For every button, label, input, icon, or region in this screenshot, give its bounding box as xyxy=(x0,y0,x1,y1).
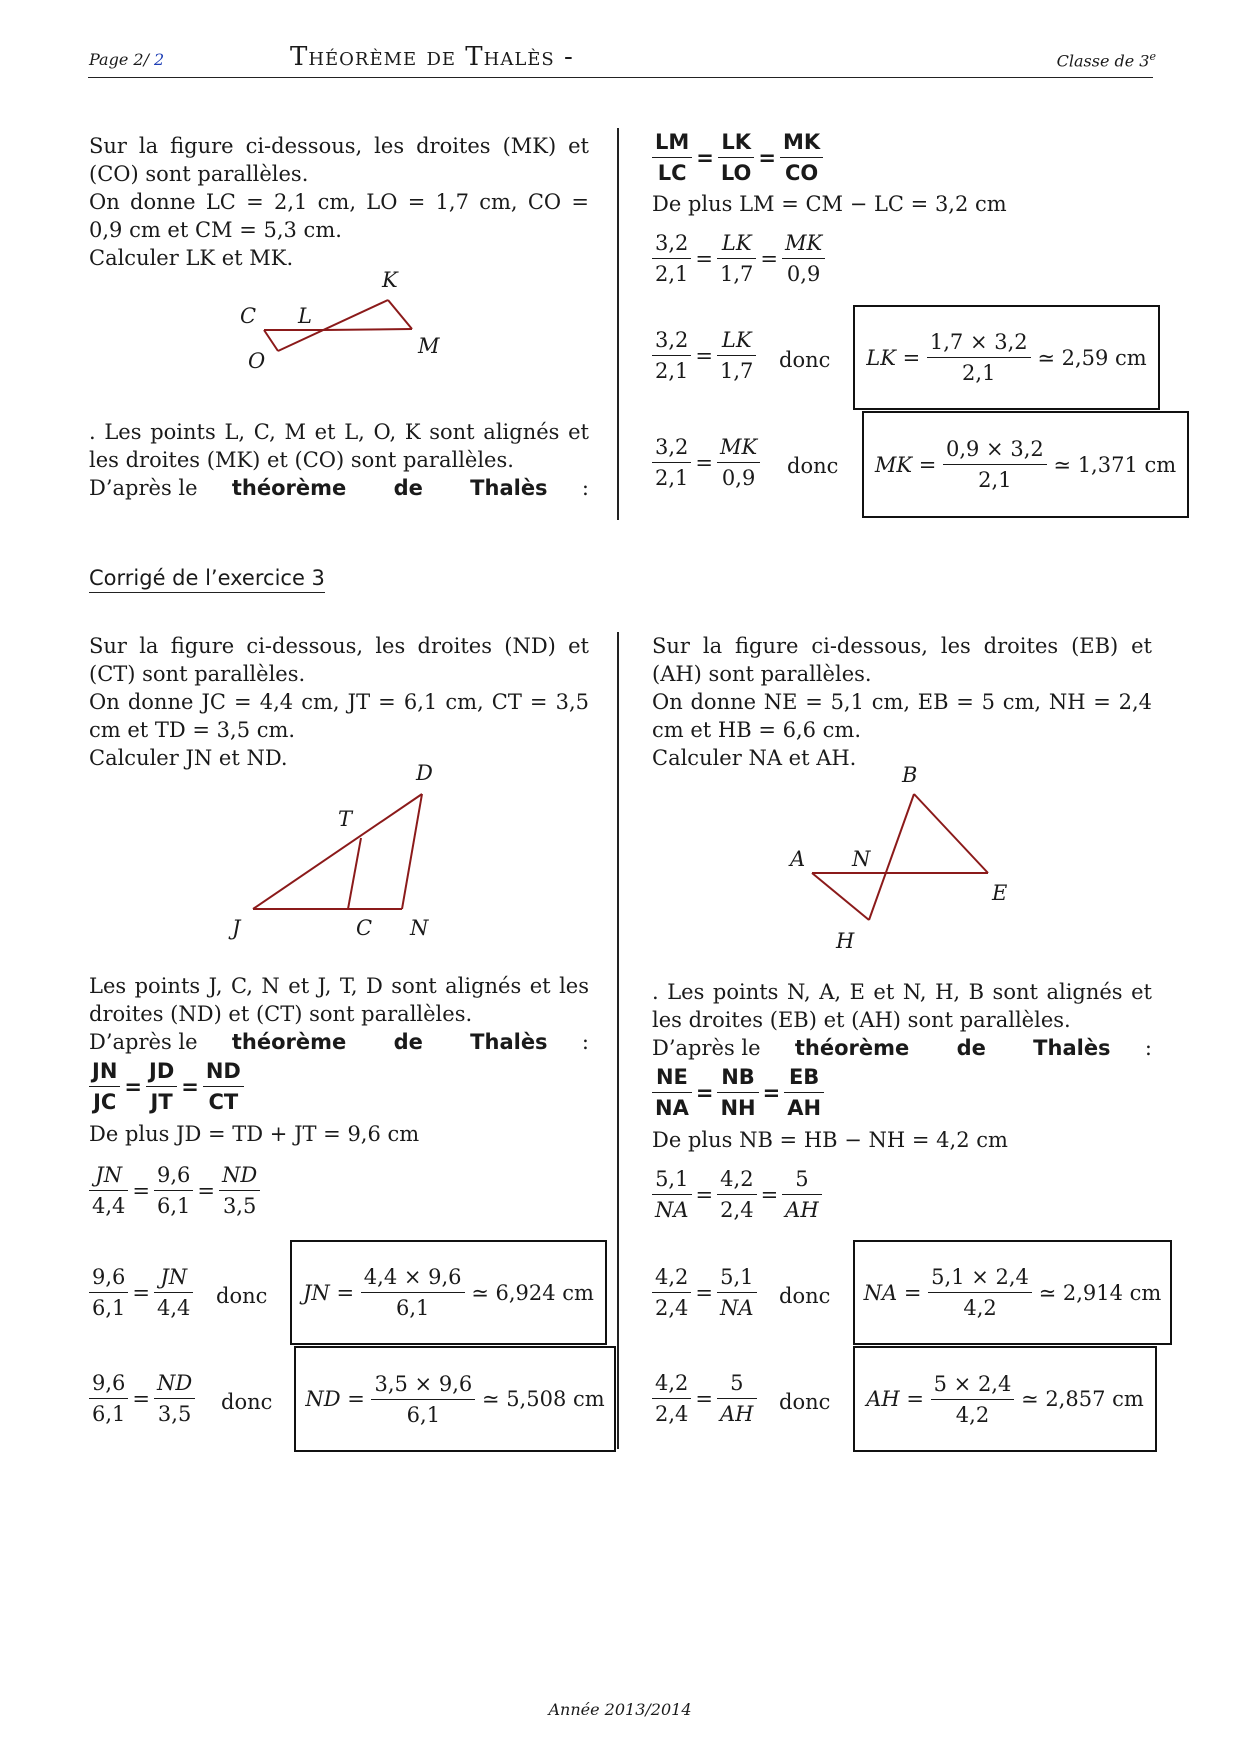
label-c: C xyxy=(240,304,257,328)
segment-ah xyxy=(812,873,869,920)
label-e: E xyxy=(992,881,1008,905)
ex3b-result-na: NA = $\frac{5,1 \times 2,4}{4,2}$ ≃ 2,914 cm xyxy=(853,1240,1172,1345)
section-title-ex3: Corrigé de l’exercice 3 xyxy=(89,566,325,593)
ex2-statement: Sur la figure ci-dessous, les droites (MK) et (CO) sont parallèles. On donne LC = 2,1 cm, LO = 1,7 cm, CO = 0,9 cm et CM = 5,3 cm. Calculer LK et MK. xyxy=(89,134,589,270)
page-total-link[interactable]: 2 xyxy=(154,50,165,69)
label-o: O xyxy=(248,349,266,373)
ex3a-eq2: $\frac{9,6}{6,1}$ = $\frac{JN}{4,4}$ xyxy=(89,1262,193,1323)
label-k: K xyxy=(382,268,398,292)
label-d: D xyxy=(416,761,433,785)
label-t: T xyxy=(338,807,353,831)
ex3a-donc2: donc xyxy=(221,1390,273,1414)
ex3a-eq3: $\frac{9,6}{6,1}$ = $\frac{ND}{3,5}$ xyxy=(89,1368,195,1429)
label-n: N xyxy=(852,847,871,871)
label-m: M xyxy=(418,334,440,358)
ex2-deplus: De plus LM = CM − LC = 3,2 cm xyxy=(652,192,1007,216)
segment-dn xyxy=(402,794,422,909)
segment-co xyxy=(264,330,278,351)
ex3b-deplus: De plus NB = HB − NH = 4,2 cm xyxy=(652,1128,1008,1152)
ex3a-result-jn: JN = $\frac{4,4 \times 9,6}{6,1}$ ≃ 6,924 cm xyxy=(290,1240,607,1345)
ex3a-donc1: donc xyxy=(216,1284,268,1308)
page-number: Page 2/ 2 xyxy=(89,50,165,69)
ex3b-donc2: donc xyxy=(779,1390,831,1414)
ex3a-statement: Sur la figure ci-dessous, les droites (ND) et (CT) sont parallèles. On donne JC = 4,4 cm, JT = 6,1 cm, CT = 3,5 cm et TD = 3,5 cm. Calculer JN et ND. xyxy=(89,634,589,770)
ex2-figure xyxy=(230,265,440,375)
ex2-eq3: $\frac{3,2}{2,1}$ = $\frac{MK}{0,9}$ xyxy=(652,432,760,493)
ex2-eq1: $\frac{3,2}{2,1}$ = $\frac{LK}{1,7}$ = $\frac{MK}{0,9}$ xyxy=(652,228,825,289)
ex3a-ratio: $\frac{JN}{JC}$ = $\frac{JD}{JT}$ = $\frac{ND}{CT}$ xyxy=(89,1056,244,1117)
ex3b-dapres: D’après le théorème de Thalès : xyxy=(652,1036,1152,1060)
ex3b-figure xyxy=(780,760,1020,960)
header-rule xyxy=(88,77,1153,78)
ex3a-aligned: Les points J, C, N et J, T, D sont alignés et les droites (ND) et (CT) sont parallèles. xyxy=(89,974,589,1026)
document-title: Théorème de Thalès - xyxy=(290,42,574,72)
ex3b-eq3: $\frac{4,2}{2,4}$ = $\frac{5}{AH}$ xyxy=(652,1368,757,1429)
segment-km xyxy=(388,300,412,329)
ex3a-eq1: $\frac{JN}{4,4}$ = $\frac{9,6}{6,1}$ = $\frac{ND}{3,5}$ xyxy=(89,1160,260,1221)
segment-ok xyxy=(278,300,388,351)
segment-tc xyxy=(348,838,361,909)
ex2-dapres: D’après le théorème de Thalès : xyxy=(89,476,589,500)
ex3b-eq2: $\frac{4,2}{2,4}$ = $\frac{5,1}{NA}$ xyxy=(652,1262,757,1323)
ex3b-donc1: donc xyxy=(779,1284,831,1308)
ex3b-ratio: $\frac{NE}{NA}$ = $\frac{NB}{NH}$ = $\frac{EB}{AH}$ xyxy=(652,1062,824,1123)
label-a: A xyxy=(790,847,806,871)
label-n: N xyxy=(410,916,429,940)
ex2-eq2: $\frac{3,2}{2,1}$ = $\frac{LK}{1,7}$ xyxy=(652,325,756,386)
label-c: C xyxy=(356,916,373,940)
label-b: B xyxy=(902,763,918,787)
ex3a-result-nd: ND = $\frac{3,5 \times 9,6}{6,1}$ ≃ 5,508 cm xyxy=(294,1346,616,1452)
ex2-result-mk: MK = $\frac{0,9 \times 3,2}{2,1}$ ≃ 1,371 cm xyxy=(862,411,1189,518)
ex3a-figure xyxy=(220,760,460,940)
ex3b-result-ah: AH = $\frac{5 \times 2,4}{4,2}$ ≃ 2,857 cm xyxy=(853,1346,1157,1452)
ex2-aligned: . Les points L, C, M et L, O, K sont alignés et les droites (MK) et (CO) sont parallèles. xyxy=(89,420,589,472)
ex2-donc1: donc xyxy=(779,348,831,372)
ex3b-aligned: . Les points N, A, E et N, H, B sont alignés et les droites (EB) et (AH) sont parallèles. xyxy=(652,980,1152,1032)
segment-be xyxy=(914,794,988,873)
label-j: J xyxy=(232,916,241,940)
footer-year: Année 2013/2014 xyxy=(548,1700,692,1719)
class-label: Classe de 3e xyxy=(1056,50,1156,71)
column-divider-bottom xyxy=(617,632,619,1449)
label-h: H xyxy=(836,929,855,953)
ex3b-eq1: $\frac{5,1}{NA}$ = $\frac{4,2}{2,4}$ = $\frac{5}{AH}$ xyxy=(652,1164,822,1225)
segment-bh xyxy=(869,794,914,920)
column-divider-top xyxy=(617,128,619,520)
segment-lm xyxy=(324,329,412,330)
ex2-donc2: donc xyxy=(787,454,839,478)
ex3a-deplus: De plus JD = TD + JT = 9,6 cm xyxy=(89,1122,420,1146)
ex2-ratio: $\frac{LM}{LC}$ = $\frac{LK}{LO}$ = $\frac{MK}{CO}$ xyxy=(652,127,823,188)
ex3b-statement: Sur la figure ci-dessous, les droites (EB) et (AH) sont parallèles. On donne NE = 5,1 cm, EB = 5 cm, NH = 2,4 cm et HB = 6,6 cm. Calculer NA et AH. xyxy=(652,634,1152,770)
label-l: L xyxy=(298,304,312,328)
ex3a-dapres: D’après le théorème de Thalès : xyxy=(89,1030,589,1054)
ex2-result-lk: LK = $\frac{1,7 \times 3,2}{2,1}$ ≃ 2,59 cm xyxy=(853,305,1160,410)
